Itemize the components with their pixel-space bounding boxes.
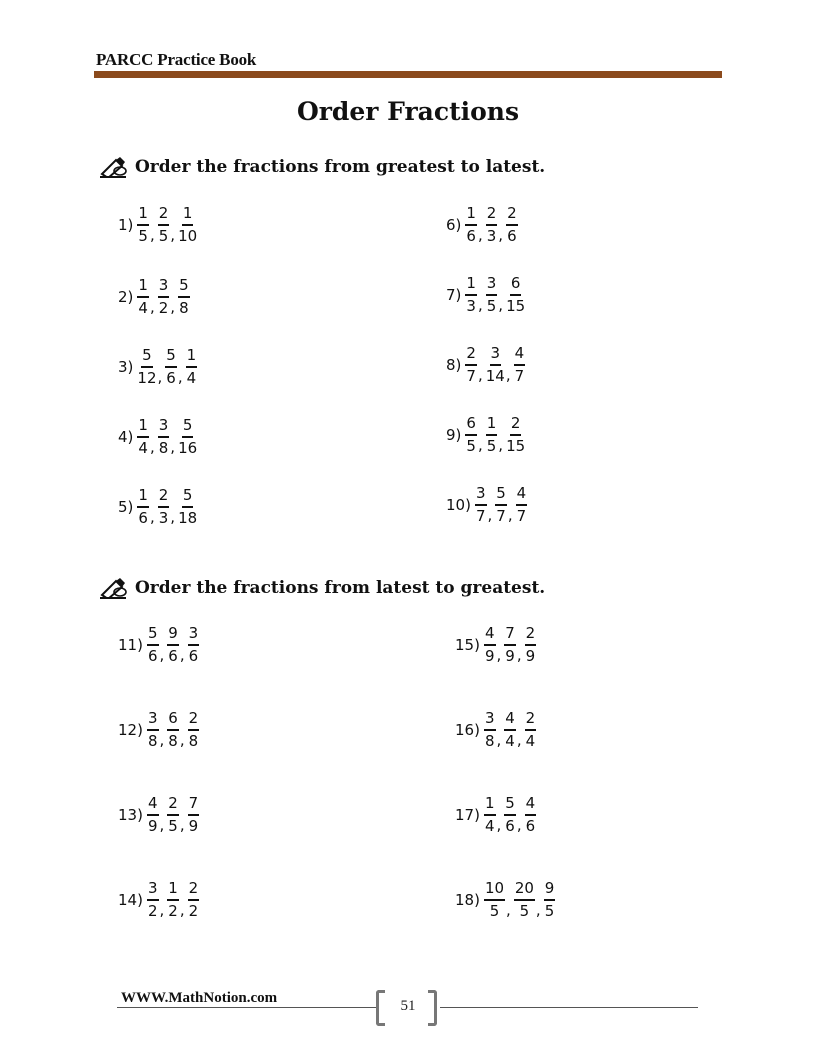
problem-1 [118,200,197,250]
comma-separator: , [179,816,185,834]
fraction [158,278,170,316]
denominator: 4 [186,369,197,387]
numerator: 1 [137,418,149,438]
denominator: 7 [475,507,486,525]
denominator: 4 [525,732,536,750]
comma-separator: , [157,368,163,386]
comma-separator: , [516,731,522,749]
problem-3 [118,342,197,392]
comma-separator: , [170,508,176,526]
comma-separator: , [170,226,176,244]
problem-6 [446,200,518,250]
numerator: 2 [188,881,200,901]
numerator: 3 [490,346,502,366]
book-title: PARCC Practice Book [96,50,257,69]
denominator: 8 [179,299,189,317]
problem-number: 7) [446,286,462,304]
comma-separator: , [477,296,483,314]
numerator: 3 [147,881,159,901]
denominator: 6 [507,227,517,245]
numerator: 6 [465,416,477,436]
section-2-instruction [100,577,545,599]
denominator: 9 [505,647,515,665]
denominator: 3 [158,509,169,527]
denominator: 6 [466,227,476,245]
comma-separator: , [507,506,513,524]
denominator: 5 [519,902,530,920]
fraction [525,626,537,664]
fraction [137,206,149,244]
fraction [504,711,516,749]
pencil-icon [100,156,130,178]
numerator: 3 [147,711,159,731]
denominator: 5 [168,817,178,835]
numerator: 3 [188,626,200,646]
numerator: 4 [484,626,496,646]
comma-separator: , [477,226,483,244]
comma-separator: , [498,296,504,314]
denominator: 6 [188,647,199,665]
section-1-instruction-text: Order the fractions from greatest to latest. [135,157,546,177]
fraction [137,278,149,316]
fraction [167,796,179,834]
problem-12 [118,705,199,755]
fraction [147,626,159,664]
comma-separator: , [487,506,493,524]
comma-separator: , [179,901,185,919]
numerator: 10 [484,881,505,901]
denominator: 8 [168,732,178,750]
denominator: 8 [158,439,169,457]
numerator: 5 [141,348,153,368]
denominator: 8 [484,732,495,750]
problem-number: 9) [446,426,462,444]
fraction [165,348,177,386]
fraction [158,488,170,526]
problem-number: 1) [118,216,134,234]
denominator: 16 [178,439,198,457]
denominator: 4 [505,732,515,750]
problem-17 [455,790,536,840]
comma-separator: , [496,816,502,834]
comma-separator: , [179,646,185,664]
fraction [486,416,498,454]
numerator: 5 [147,626,159,646]
denominator: 9 [525,647,536,665]
problem-18 [455,875,555,925]
problem-number: 3) [118,358,134,376]
denominator: 5 [486,437,497,455]
problem-9 [446,410,525,460]
fraction [147,711,159,749]
fraction [484,626,496,664]
numerator: 6 [510,276,522,296]
fraction [147,796,159,834]
footer-website: WWW.MathNotion.com [121,990,278,1006]
fraction [167,881,179,919]
page-title: Order Fractions [296,97,520,126]
numerator: 7 [504,626,516,646]
problem-number: 10) [446,496,471,514]
fraction [484,881,505,919]
numerator: 5 [178,278,190,298]
denominator: 2 [168,902,178,920]
numerator: 2 [167,796,179,816]
numerator: 4 [504,711,516,731]
numerator: 9 [167,626,179,646]
fraction [465,346,477,384]
denominator: 5 [486,297,497,315]
fraction [178,488,197,526]
footer-rule-left [117,1007,377,1008]
fraction [506,206,518,244]
comma-separator: , [496,731,502,749]
denominator: 2 [158,299,169,317]
fraction [167,626,179,664]
numerator: 5 [165,348,177,368]
comma-separator: , [498,436,504,454]
denominator: 12 [137,369,157,387]
denominator: 8 [188,732,199,750]
problem-number: 4) [118,428,134,446]
comma-separator: , [149,226,155,244]
numerator: 1 [186,348,198,368]
fraction [475,486,487,524]
denominator: 9 [484,647,495,665]
numerator: 3 [484,711,496,731]
denominator: 6 [147,647,158,665]
footer-rule-right [440,1007,698,1008]
fraction [506,416,525,454]
denominator: 6 [166,369,176,387]
comma-separator: , [159,816,165,834]
comma-separator: , [516,646,522,664]
comma-separator: , [159,646,165,664]
fraction [486,346,505,384]
fraction [504,796,516,834]
denominator: 18 [178,509,198,527]
page-number: 51 [400,998,416,1014]
numerator: 4 [147,796,159,816]
fraction [178,278,190,316]
comma-separator: , [477,436,483,454]
fraction [186,348,198,386]
denominator: 4 [138,299,148,317]
denominator: 3 [486,227,497,245]
numerator: 5 [182,488,194,508]
problem-14 [118,875,199,925]
denominator: 5 [466,437,476,455]
problem-number: 16) [455,721,480,739]
comma-separator: , [170,298,176,316]
fraction [514,881,535,919]
numerator: 1 [484,796,496,816]
comma-separator: , [535,901,541,919]
numerator: 2 [525,626,537,646]
numerator: 5 [495,486,507,506]
comma-separator: , [159,901,165,919]
numerator: 5 [182,418,194,438]
fraction [525,711,537,749]
section-1-instruction [100,156,545,178]
problem-4 [118,412,197,462]
fraction [158,206,170,244]
numerator: 5 [504,796,516,816]
pencil-icon [100,577,130,599]
comma-separator: , [477,366,483,384]
denominator: 15 [506,437,526,455]
denominator: 4 [138,439,148,457]
fraction [188,796,200,834]
comma-separator: , [177,368,183,386]
numerator: 3 [475,486,487,506]
denominator: 10 [178,227,198,245]
numerator: 3 [486,276,498,296]
fraction [137,488,149,526]
numerator: 2 [525,711,537,731]
fraction [486,276,498,314]
numerator: 1 [137,278,149,298]
problem-number: 18) [455,891,480,909]
problem-13 [118,790,199,840]
numerator: 4 [525,796,537,816]
denominator: 9 [188,817,199,835]
numerator: 1 [465,206,477,226]
numerator: 6 [167,711,179,731]
fraction [504,626,516,664]
fraction [516,486,528,524]
numerator: 2 [158,488,170,508]
page-number-bracket-left [376,990,385,1026]
fraction [158,418,170,456]
denominator: 7 [496,507,506,525]
numerator: 2 [158,206,170,226]
problem-number: 5) [118,498,134,516]
denominator: 8 [147,732,158,750]
header-rule [94,71,722,78]
fraction [167,711,179,749]
fraction [484,711,496,749]
problem-15 [455,620,536,670]
problem-number: 12) [118,721,143,739]
numerator: 1 [137,206,149,226]
numerator: 20 [514,881,535,901]
denominator: 6 [168,647,178,665]
numerator: 1 [182,206,194,226]
fraction [506,276,525,314]
denominator: 7 [516,507,527,525]
problem-2 [118,272,190,322]
problem-number: 14) [118,891,143,909]
fraction [486,206,498,244]
numerator: 3 [158,278,170,298]
denominator: 15 [506,297,526,315]
numerator: 9 [544,881,556,901]
fraction [188,711,200,749]
denominator: 5 [489,902,500,920]
fraction [465,276,477,314]
numerator: 2 [465,346,477,366]
comma-separator: , [179,731,185,749]
comma-separator: , [159,731,165,749]
numerator: 4 [514,346,526,366]
fraction [544,881,556,919]
numerator: 1 [137,488,149,508]
denominator: 7 [466,367,476,385]
fraction [495,486,507,524]
denominator: 4 [484,817,495,835]
denominator: 3 [466,297,476,315]
fraction [147,881,159,919]
comma-separator: , [506,901,511,919]
numerator: 4 [516,486,528,506]
fraction [514,346,526,384]
problem-number: 17) [455,806,480,824]
problem-11 [118,620,199,670]
comma-separator: , [516,816,522,834]
denominator: 5 [544,902,555,920]
numerator: 1 [486,416,498,436]
fraction [178,418,197,456]
numerator: 1 [465,276,477,296]
numerator: 3 [158,418,170,438]
denominator: 9 [147,817,158,835]
fraction [137,348,156,386]
fraction [465,206,477,244]
comma-separator: , [505,366,511,384]
problem-16 [455,705,536,755]
page-number-bracket-right [428,990,437,1026]
denominator: 6 [525,817,536,835]
problem-7 [446,270,525,320]
problem-5 [118,482,197,532]
numerator: 2 [506,206,518,226]
fraction [484,796,496,834]
problem-number: 6) [446,216,462,234]
problem-number: 2) [118,288,134,306]
numerator: 2 [188,711,200,731]
denominator: 5 [158,227,169,245]
denominator: 2 [188,902,199,920]
problem-number: 8) [446,356,462,374]
denominator: 6 [138,509,148,527]
comma-separator: , [149,508,155,526]
numerator: 1 [167,881,179,901]
comma-separator: , [498,226,504,244]
numerator: 7 [188,796,200,816]
fraction [465,416,477,454]
section-2-instruction-text: Order the fractions from latest to greatest. [135,578,546,598]
denominator: 2 [147,902,158,920]
comma-separator: , [149,298,155,316]
comma-separator: , [496,646,502,664]
fraction [178,206,197,244]
problem-number: 11) [118,636,143,654]
problem-number: 15) [455,636,480,654]
comma-separator: , [170,438,176,456]
problem-10 [446,480,527,530]
denominator: 5 [138,227,148,245]
fraction [188,626,200,664]
numerator: 2 [486,206,498,226]
problem-number: 13) [118,806,143,824]
denominator: 7 [514,367,525,385]
problem-8 [446,340,525,390]
fraction [137,418,149,456]
fraction [188,881,200,919]
numerator: 2 [510,416,522,436]
comma-separator: , [149,438,155,456]
denominator: 6 [505,817,515,835]
fraction [525,796,537,834]
denominator: 14 [485,367,505,385]
